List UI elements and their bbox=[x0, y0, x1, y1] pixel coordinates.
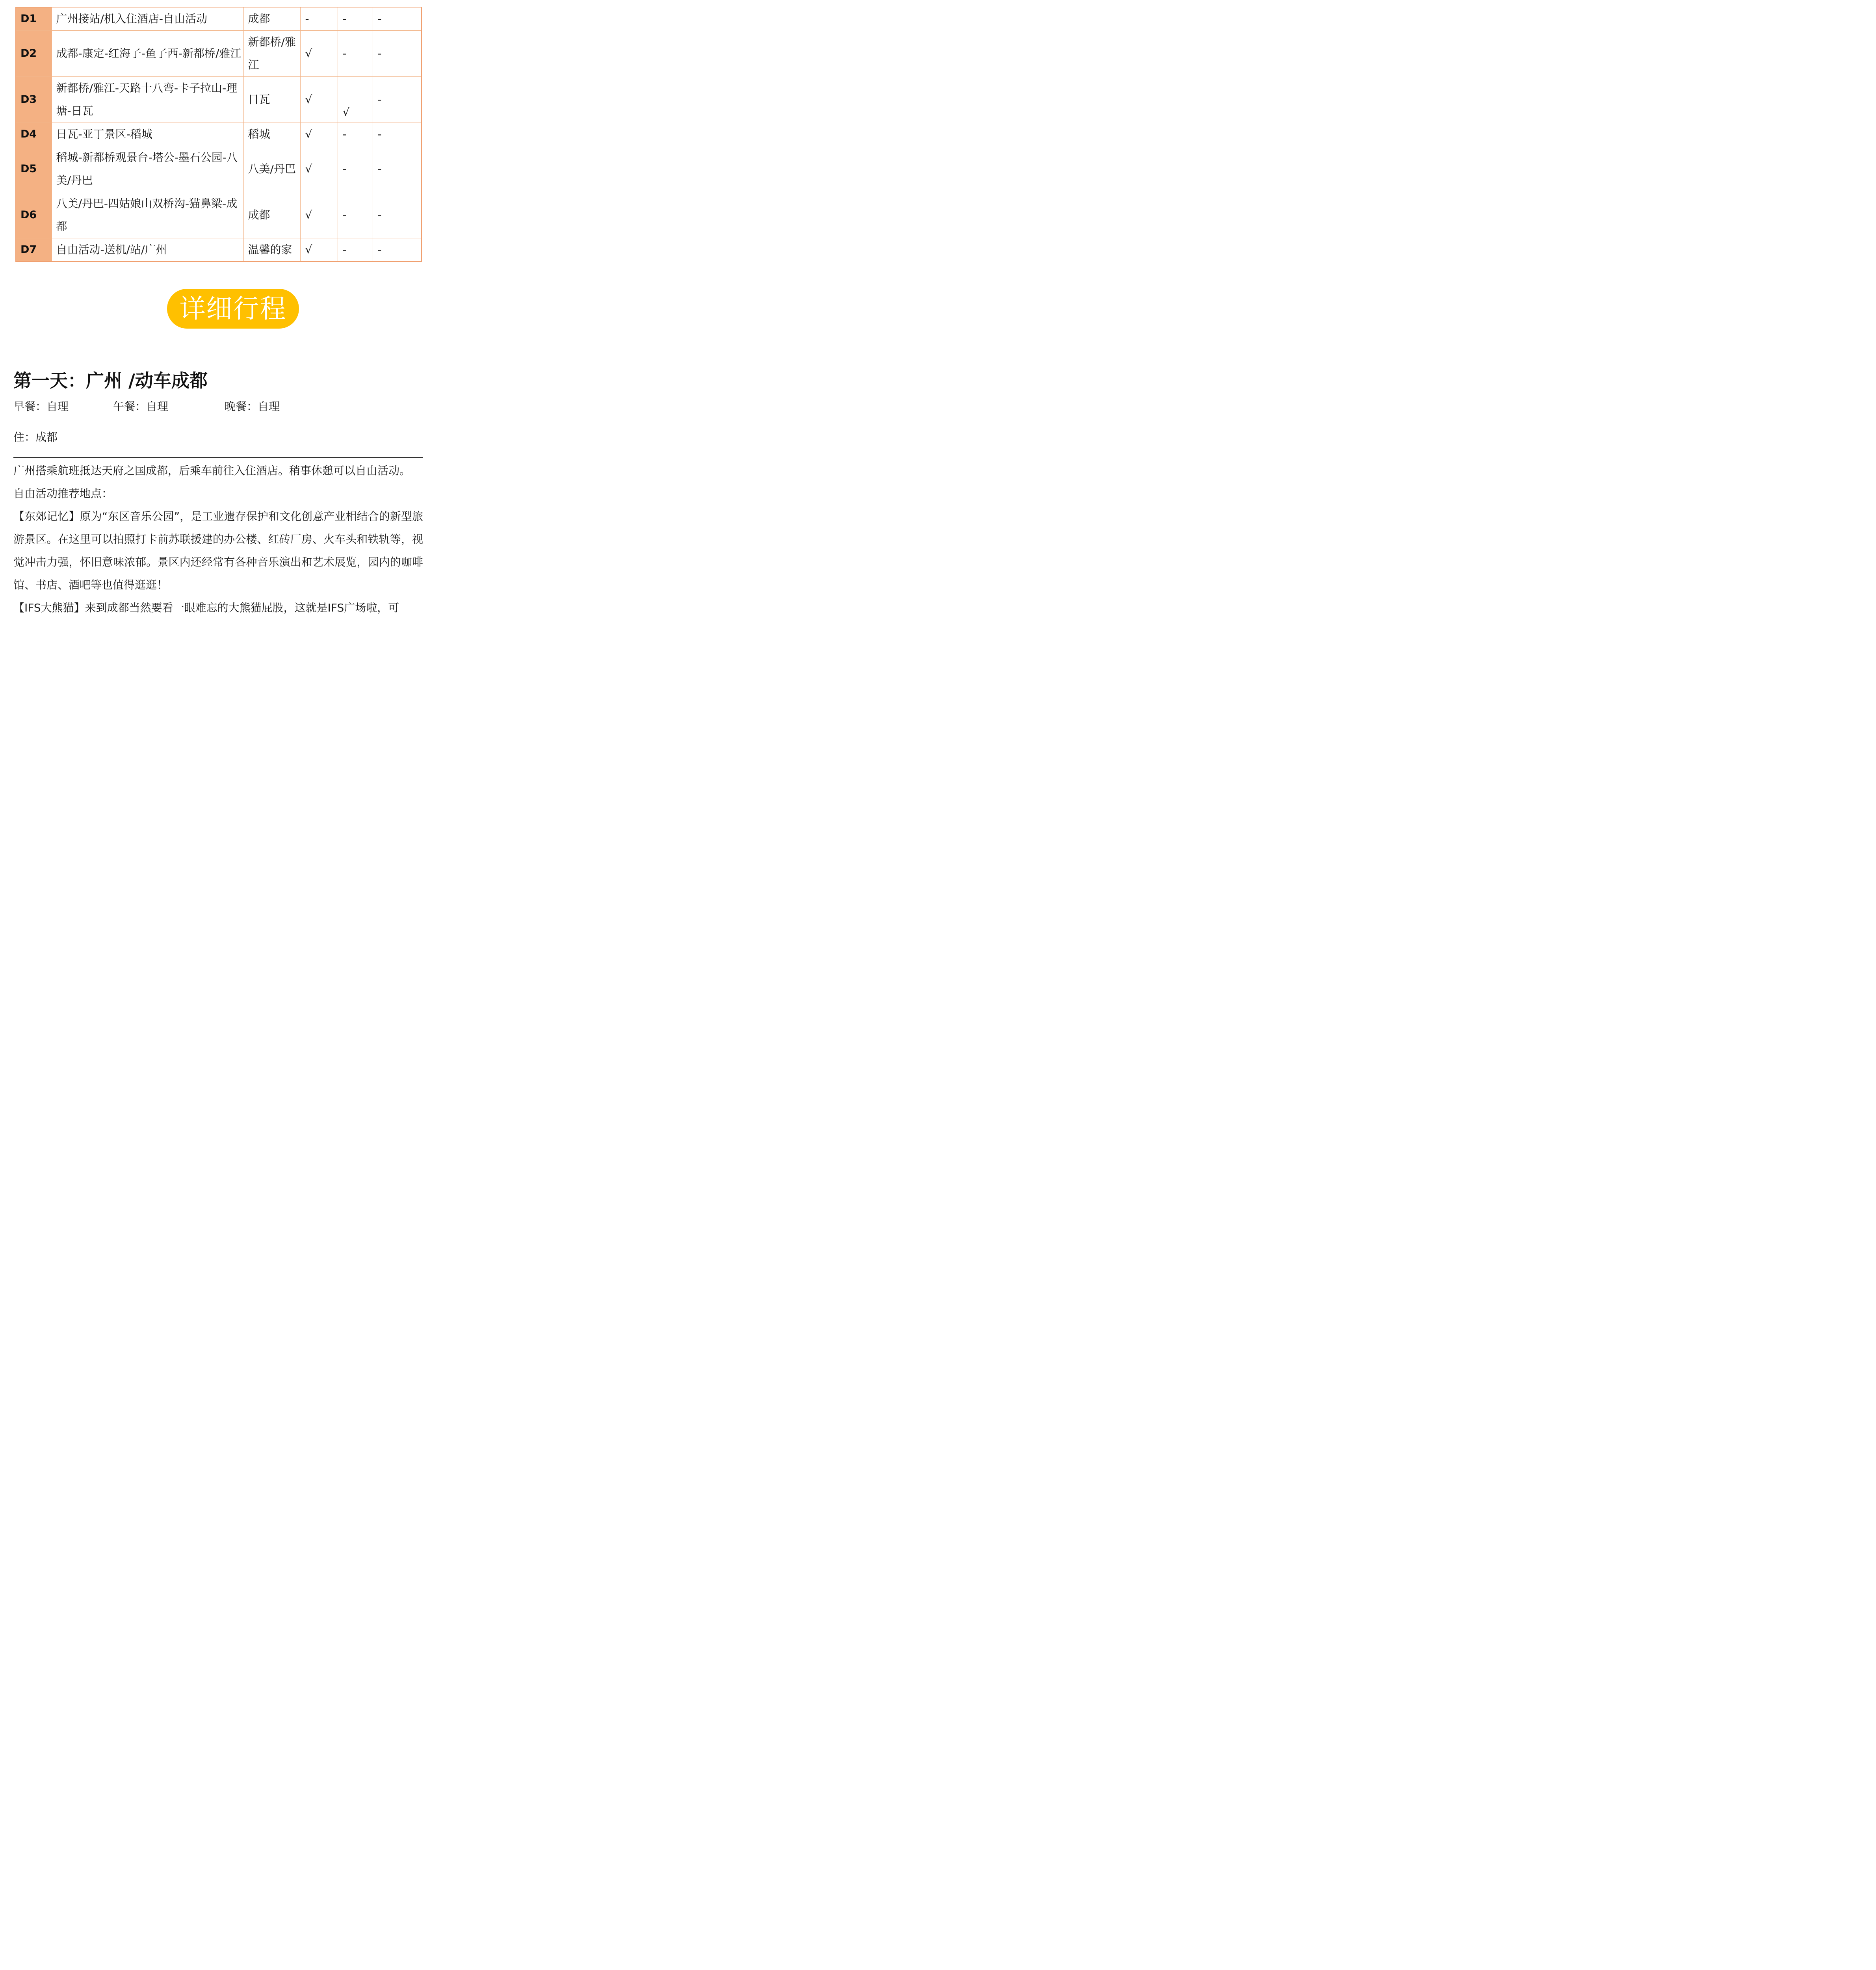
route-cell: 稻城-新都桥观景台-塔公-墨石公园-八美/丹巴 bbox=[52, 146, 243, 192]
day-description bbox=[13, 459, 423, 619]
lunch-cell: - bbox=[338, 238, 373, 262]
lunch-cell: - bbox=[338, 123, 373, 146]
route-cell: 广州接站/机入住酒店-自由活动 bbox=[52, 7, 243, 31]
breakfast-cell: √ bbox=[300, 31, 338, 77]
itinerary-row bbox=[16, 192, 422, 238]
stay-cell: 新都桥/雅江 bbox=[243, 31, 300, 77]
paragraph: 【IFS大熊猫】来到成都当然要看一眼难忘的大熊猫屁股，这就是IFS广场啦，可 bbox=[13, 601, 399, 614]
breakfast-cell: √ bbox=[300, 238, 338, 262]
divider bbox=[13, 457, 423, 458]
dinner-cell: - bbox=[373, 192, 422, 238]
paragraph: 【东郊记忆】原为“东区音乐公园”，是工业遗存保护和文化创意产业相结合的新型旅游景区。在这里可以拍照打卡前苏联援建的办公楼、红砖厂房、火车头和铁轨等，视觉冲击力强，怀旧意味浓郁。景区内还经常有各种音乐演出和艺术展览，园内的咖啡馆、书店、酒吧等也值得逛逛！ bbox=[13, 510, 423, 591]
breakfast-info: 早餐：自理 bbox=[13, 400, 69, 413]
itinerary-row bbox=[16, 31, 422, 77]
paragraph: 自由活动推荐地点： bbox=[13, 487, 113, 500]
breakfast-cell: √ bbox=[300, 146, 338, 192]
itinerary-table bbox=[15, 7, 422, 262]
stay-cell: 稻城 bbox=[243, 123, 300, 146]
day-label: D6 bbox=[16, 192, 52, 238]
lunch-info: 午餐：自理 bbox=[113, 400, 169, 413]
dinner-cell: - bbox=[373, 146, 422, 192]
accommodation-info: 住：成都 bbox=[13, 431, 58, 444]
day-label: D2 bbox=[16, 31, 52, 77]
route-cell: 八美/丹巴-四姑娘山双桥沟-猫鼻梁-成都 bbox=[52, 192, 243, 238]
day-label: D3 bbox=[16, 77, 52, 123]
day-label: D7 bbox=[16, 238, 52, 262]
itinerary-row bbox=[16, 77, 422, 123]
route-cell: 日瓦-亚丁景区-稻城 bbox=[52, 123, 243, 146]
dinner-info: 晚餐：自理 bbox=[225, 400, 280, 413]
breakfast-cell: √ bbox=[300, 123, 338, 146]
lunch-cell: √ bbox=[338, 77, 373, 123]
itinerary-row bbox=[16, 7, 422, 31]
day-title: 第一天：广州 /动车成都 bbox=[13, 370, 208, 391]
lunch-cell: - bbox=[338, 7, 373, 31]
paragraph: 广州搭乘航班抵达天府之国成都，后乘车前往入住酒店。稍事休憩可以自由活动。 bbox=[13, 464, 411, 477]
itinerary-row bbox=[16, 123, 422, 146]
stay-cell: 日瓦 bbox=[243, 77, 300, 123]
dinner-cell: - bbox=[373, 77, 422, 123]
day-label: D5 bbox=[16, 146, 52, 192]
stay-cell: 温馨的家 bbox=[243, 238, 300, 262]
breakfast-cell: - bbox=[300, 7, 338, 31]
lunch-cell: - bbox=[338, 146, 373, 192]
route-cell: 自由活动-送机/站/广州 bbox=[52, 238, 243, 262]
route-cell: 成都-康定-红海子-鱼子西-新都桥/雅江 bbox=[52, 31, 243, 77]
breakfast-cell: √ bbox=[300, 77, 338, 123]
stay-cell: 成都 bbox=[243, 7, 300, 31]
itinerary-row bbox=[16, 238, 422, 262]
dinner-cell: - bbox=[373, 7, 422, 31]
section-heading: 详细行程 bbox=[167, 289, 299, 329]
lunch-cell: - bbox=[338, 31, 373, 77]
lunch-cell: - bbox=[338, 192, 373, 238]
dinner-cell: - bbox=[373, 123, 422, 146]
route-cell: 新都桥/雅江-天路十八弯-卡子拉山-理塘-日瓦 bbox=[52, 77, 243, 123]
day-label: D1 bbox=[16, 7, 52, 31]
stay-cell: 八美/丹巴 bbox=[243, 146, 300, 192]
dinner-cell: - bbox=[373, 238, 422, 262]
stay-cell: 成都 bbox=[243, 192, 300, 238]
itinerary-row bbox=[16, 146, 422, 192]
dinner-cell: - bbox=[373, 31, 422, 77]
page bbox=[0, 0, 433, 613]
breakfast-cell: √ bbox=[300, 192, 338, 238]
day-label: D4 bbox=[16, 123, 52, 146]
